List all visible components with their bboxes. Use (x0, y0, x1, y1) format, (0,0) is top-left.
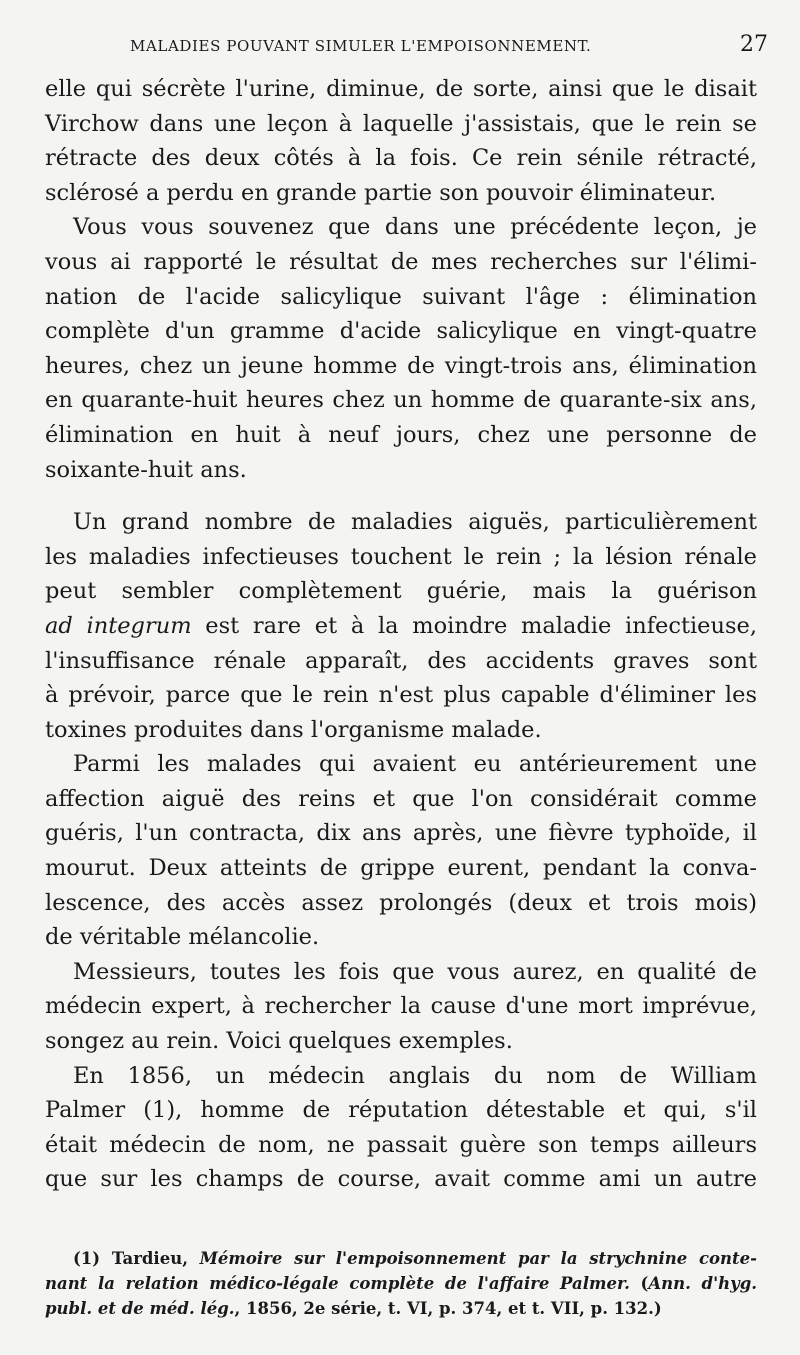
text-line: mourut. Deux atteints de grippe eurent, pendant la conva- (45, 855, 757, 882)
footnote-marker: (1) Tardieu, (73, 1249, 200, 1268)
text-line: à prévoir, parce que le rein n'est plus capable d'éliminer les (45, 682, 757, 709)
text-line: que sur les champs de course, avait comme ami un autre (45, 1166, 757, 1193)
text-line: guéris, l'un contracta, dix ans après, une fièvre typhoïde, il (45, 820, 757, 847)
text-line: nation de l'acide salicylique suivant l'âge : élimination (45, 283, 757, 310)
text-line: élimination en huit à neuf jours, chez une personne de (45, 421, 757, 448)
footnote-title: nant la relation médico-légale complète de l'affaire Palmer. (45, 1274, 630, 1293)
text-run: est rare et à la moindre maladie infectieuse, (191, 612, 758, 639)
text-line: toxines produites dans l'organisme malade. (45, 716, 542, 743)
page-number: 27 (740, 32, 768, 57)
text-line: heures, chez un jeune homme de vingt-trois ans, élimination (45, 352, 757, 379)
text-line: peut sembler complètement guérie, mais la guérison (45, 578, 757, 605)
text-line: rétracte des deux côtés à la fois. Ce rein sénile rétracté, (45, 145, 757, 172)
paragraph-3 (45, 505, 757, 747)
text-line: affection aiguë des reins et que l'on considérait comme (45, 785, 757, 812)
text-line: l'insuffisance rénale apparaît, des accidents graves sont (45, 647, 757, 674)
text-line: en quarante-huit heures chez un homme de quarante-six ans, (45, 387, 757, 414)
paragraph-6 (45, 1059, 757, 1197)
body-text (45, 72, 757, 1197)
footnote-title: Mémoire sur l'empoisonnement par la strychnine conte- (199, 1249, 757, 1268)
text-line (45, 609, 757, 644)
text-line: lescence, des accès assez prolongés (deux et trois mois) (45, 889, 757, 916)
text-line: sclérosé a perdu en grande partie son pouvoir éliminateur. (45, 179, 717, 206)
text-line: Virchow dans une leçon à laquelle j'assistais, que le rein se (45, 110, 757, 137)
paragraph-2 (45, 210, 757, 487)
text-line: elle qui sécrète l'urine, diminue, de sorte, ainsi que le disait (45, 76, 757, 102)
text-line: Messieurs, toutes les fois que vous aurez, en qualité de (73, 958, 757, 985)
paragraph-gap (45, 487, 757, 505)
running-head (0, 34, 800, 60)
text-line: Vous vous souvenez que dans une précédente leçon, je (73, 214, 757, 241)
footnote-line (45, 1271, 757, 1296)
text-line: soixante-huit ans. (45, 456, 247, 483)
text-line: Parmi les malades qui avaient eu antérieurement une (73, 751, 757, 778)
journal-title: Ann. d'hyg. (648, 1274, 757, 1293)
text-line: médecin expert, à rechercher la cause d'une mort imprévue, (45, 993, 757, 1020)
running-title: MALADIES POUVANT SIMULER L'EMPOISONNEMENT. (130, 37, 592, 55)
footnote (45, 1246, 757, 1321)
italic-latin-phrase: ad integrum (45, 612, 192, 639)
text-line: était médecin de nom, ne passait guère son temps ailleurs (45, 1131, 757, 1158)
text-line: En 1856, un médecin anglais du nom de William (73, 1062, 757, 1089)
text-line: les maladies infectieuses touchent le rein ; la lésion rénale (45, 543, 757, 570)
paragraph-4 (45, 747, 757, 955)
text-line: vous ai rapporté le résultat de mes recherches sur l'élimi- (45, 248, 757, 275)
text-line: Un grand nombre de maladies aiguës, particulièrement (73, 509, 757, 536)
text-line: de véritable mélancolie. (45, 924, 320, 951)
footnote-line (45, 1246, 757, 1271)
journal-title: publ. et de méd. lég. (45, 1299, 235, 1318)
text-line: complète d'un gramme d'acide salicylique en vingt-quatre (45, 318, 757, 345)
citation-details: , 1856, 2e série, t. VI, p. 374, et t. VII, p. 132.) (234, 1299, 662, 1318)
paragraph-5 (45, 955, 757, 1059)
paragraph-1 (45, 72, 757, 210)
text-line: songez au rein. Voici quelques exemples. (45, 1028, 513, 1055)
footnote-line (45, 1296, 757, 1321)
text-line: Palmer (1), homme de réputation détestable et qui, s'il (45, 1097, 757, 1124)
text-run: ( (629, 1274, 649, 1293)
